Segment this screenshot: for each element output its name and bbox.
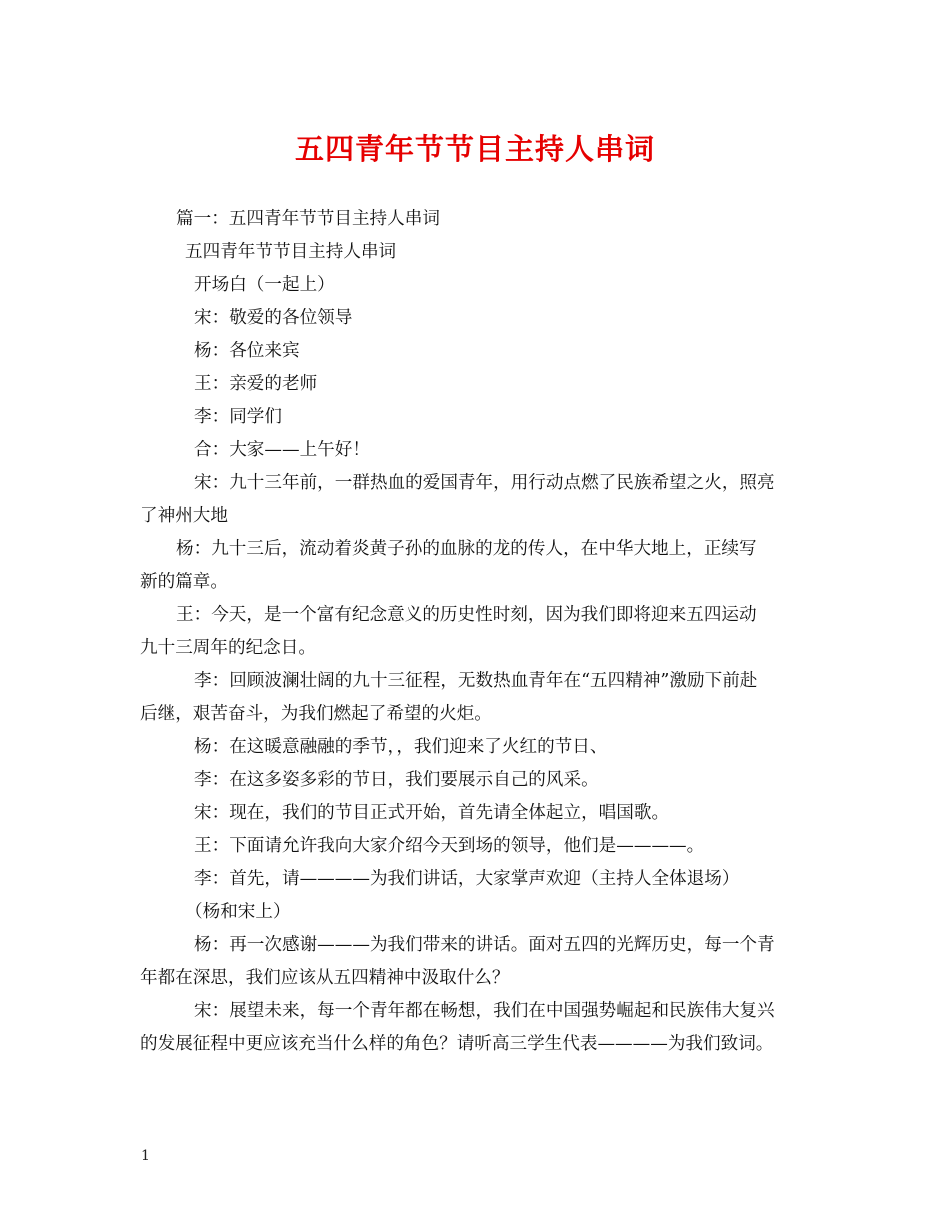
paragraph-line: 杨：再一次感谢———为我们带来的讲话。面对五四的光辉历史，每一个青 [194,935,775,955]
paragraph-line: 年都在深思，我们应该从五四精神中汲取什么？ [140,968,510,988]
paragraph-line: 九十三周年的纪念日。 [140,638,316,658]
paragraph-line: 李：首先，请————为我们讲话，大家掌声欢迎（主持人全体退场） [194,869,740,889]
paragraph-line: （杨和宋上） [185,902,291,922]
paragraph-line: 王：下面请允许我向大家介绍今天到场的领导，他们是————。 [194,836,705,856]
paragraph-line: 李：同学们 [194,407,282,427]
document-body [140,203,812,1061]
paragraph-line: 的发展征程中更应该充当什么样的角色？请听高三学生代表————为我们致词。 [140,1034,774,1054]
paragraph-line: 后继，艰苦奋斗，为我们燃起了希望的火炬。 [140,704,492,724]
paragraph-line: 杨：九十三后，流动着炎黄子孙的血脉的龙的传人，在中华大地上，正续写 [176,539,757,559]
paragraph-line: 杨：各位来宾 [194,341,300,361]
paragraph-line: 杨：在这暖意融融的季节，，我们迎来了火红的节日、 [194,737,608,757]
paragraph-line: 王：今天，是一个富有纪念意义的历史性时刻，因为我们即将迎来五四运动 [176,605,757,625]
page-title: 五四青年节节目主持人串词 [294,132,655,166]
paragraph-line: 新的篇章。 [140,572,228,592]
paragraph-line: 宋：敬爱的各位领导 [194,308,353,328]
paragraph-line: 王：亲爱的老师 [194,374,318,394]
paragraph-line: 宋：现在，我们的节目正式开始，首先请全体起立，唱国歌。 [194,803,670,823]
paragraph-line: 合：大家——上午好！ [194,440,370,460]
paragraph-line: 篇一：五四青年节节目主持人串词 [176,209,440,229]
paragraph-line: 了神州大地 [140,506,228,526]
paragraph-line: 宋：九十三年前，一群热血的爱国青年，用行动点燃了民族希望之火，照亮 [194,473,775,493]
paragraph-line: 开场白（一起上） [194,275,335,295]
page-number: 1 [141,1148,150,1164]
paragraph-line: 宋：展望未来，每一个青年都在畅想，我们在中国强势崛起和民族伟大复兴 [194,1001,775,1021]
paragraph-line: 五四青年节节目主持人串词 [185,242,397,262]
paragraph-line: 李：在这多姿多彩的节日，我们要展示自己的风采。 [194,770,599,790]
paragraph-line: 李：回顾波澜壮阔的九十三征程，无数热血青年在“五四精神”激励下前赴 [194,671,758,691]
